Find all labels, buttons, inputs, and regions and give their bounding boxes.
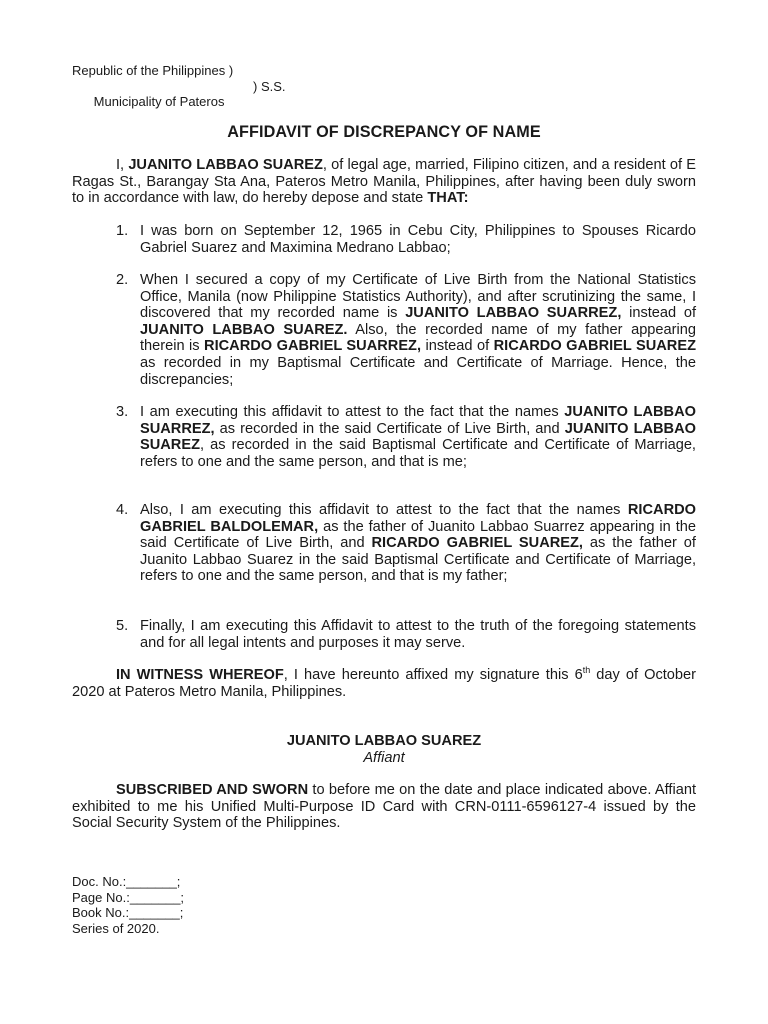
venue-municipality: Municipality of Pateros (93, 94, 225, 109)
venue-republic: Republic of the Philippines ) (72, 63, 234, 78)
item-text: Finally, I am executing this Affidavit to attest to the truth of the foregoing statements and for all legal intents and purposes it may serve. (140, 618, 696, 651)
item-text-part: instead of (621, 305, 697, 322)
notarial-register (72, 874, 184, 936)
item-number: 3. (116, 404, 129, 420)
book-no: Book No.:_______; (72, 905, 184, 920)
item-text-part: as recorded in my Baptismal Certificate and Certificate of Marriage. Hence, the discrepancies; (140, 354, 696, 388)
jurat-text: to before me on the date and place indicated above. Affiant exhibited to me his Unified Multi-Purpose ID Card with CRN-0111-6596127-4 issued by the Social Security System of the Philippines. (72, 782, 696, 832)
affiant-name: JUANITO LABBAO SUAREZ (286, 733, 482, 749)
witness-text-1: , I have hereunto affixed my signature this 6 (283, 667, 583, 683)
father-recorded-name-bold: RICARDO GABRIEL SUARREZ, (204, 338, 422, 355)
item-text-part: When I secured a copy of my Certificate of Live Birth from the National Statistics Office, Manila (now Philippine Statistics Authority), and after scrutinizing the same, I discovered that my recorded name is (140, 272, 696, 322)
jurat-lead: SUBSCRIBED AND SWORN (116, 782, 309, 798)
witness-paragraph (72, 667, 696, 700)
item-number: 1. (116, 223, 129, 239)
item-text-part: as the father of Juanito Labbao Suarez in the said Baptismal Certificate and Certificate of Marriage, refers to one and the same person, and that is my father; (140, 535, 696, 585)
item-number: 5. (116, 618, 129, 634)
intro-paragraph (72, 157, 696, 207)
father-recorded-name-bold: RICARDO GABRIEL BALDOLEMAR, (140, 502, 696, 535)
item-1 (116, 223, 696, 256)
series: Series of 2020. (72, 920, 160, 936)
witness-text-2: day of October 2020 at Pateros Metro Manila, Philippines. (72, 667, 697, 700)
item-text-part: Also, I am executing this affidavit to attest to the fact that the names (140, 502, 628, 518)
recorded-name-bold: JUANITO LABBAO SUARREZ, (140, 404, 696, 437)
affiant-role: Affiant (363, 749, 405, 766)
item-number: 4. (116, 502, 129, 518)
item-2 (116, 272, 696, 388)
jurat-paragraph (72, 782, 696, 832)
witness-ordinal: th (582, 665, 591, 676)
father-correct-name-bold: RICARDO GABRIEL SUAREZ, (371, 535, 583, 552)
item-text-part: instead of (421, 338, 494, 355)
father-correct-name-bold: RICARDO GABRIEL SUAREZ (493, 338, 696, 355)
item-5 (116, 618, 696, 651)
item-text-part: as recorded in the said Certificate of Live Birth, and (214, 420, 565, 437)
document-title: AFFIDAVIT OF DISCREPANCY OF NAME (227, 123, 541, 141)
intro-affiant-name: JUANITO LABBAO SUAREZ (128, 157, 323, 173)
intro-text-1: I, (116, 157, 129, 173)
venue-ss: ) S.S. (253, 78, 286, 94)
item-text: I was born on September 12, 1965 in Cebu City, Philippines to Spouses Ricardo Gabriel Suarez and Maximina Medrano Labbao; (140, 223, 696, 256)
item-text (116, 404, 696, 470)
item-text-part: I am executing this affidavit to attest to the fact that the names (140, 404, 565, 420)
item-text (116, 502, 696, 585)
intro-text-2: , of legal age, married, Filipino citizen, and a resident of E Ragas St., Barangay Sta Ana, Pateros Metro Manila, Philippines, after having been duly sworn to in accordance with law, do hereby depose and state (72, 157, 696, 207)
item-3 (116, 404, 696, 470)
item-4 (116, 502, 696, 585)
witness-lead: IN WITNESS WHEREOF (116, 667, 284, 683)
intro-that: THAT: (427, 190, 469, 207)
correct-name-bold: JUANITO LABBAO SUAREZ (140, 420, 696, 454)
signature-block (0, 733, 768, 766)
item-number: 2. (116, 272, 129, 288)
item-text (116, 272, 696, 388)
item-text-part: as the father of Juanito Labbao Suarrez appearing in the said Certificate of Live Birth, and (140, 518, 696, 552)
doc-no: Doc. No.:_______; (72, 874, 181, 889)
item-text-part: Also, the recorded name of my father appearing therein is (140, 321, 696, 355)
page-no: Page No.:_______; (72, 889, 185, 905)
correct-name-bold: JUANITO LABBAO SUAREZ. (140, 321, 348, 338)
item-text-part: , as recorded in the said Baptismal Certificate and Certificate of Marriage, refers to one and the same person, and that is me; (140, 437, 696, 470)
recorded-name-bold: JUANITO LABBAO SUARREZ, (405, 305, 622, 322)
